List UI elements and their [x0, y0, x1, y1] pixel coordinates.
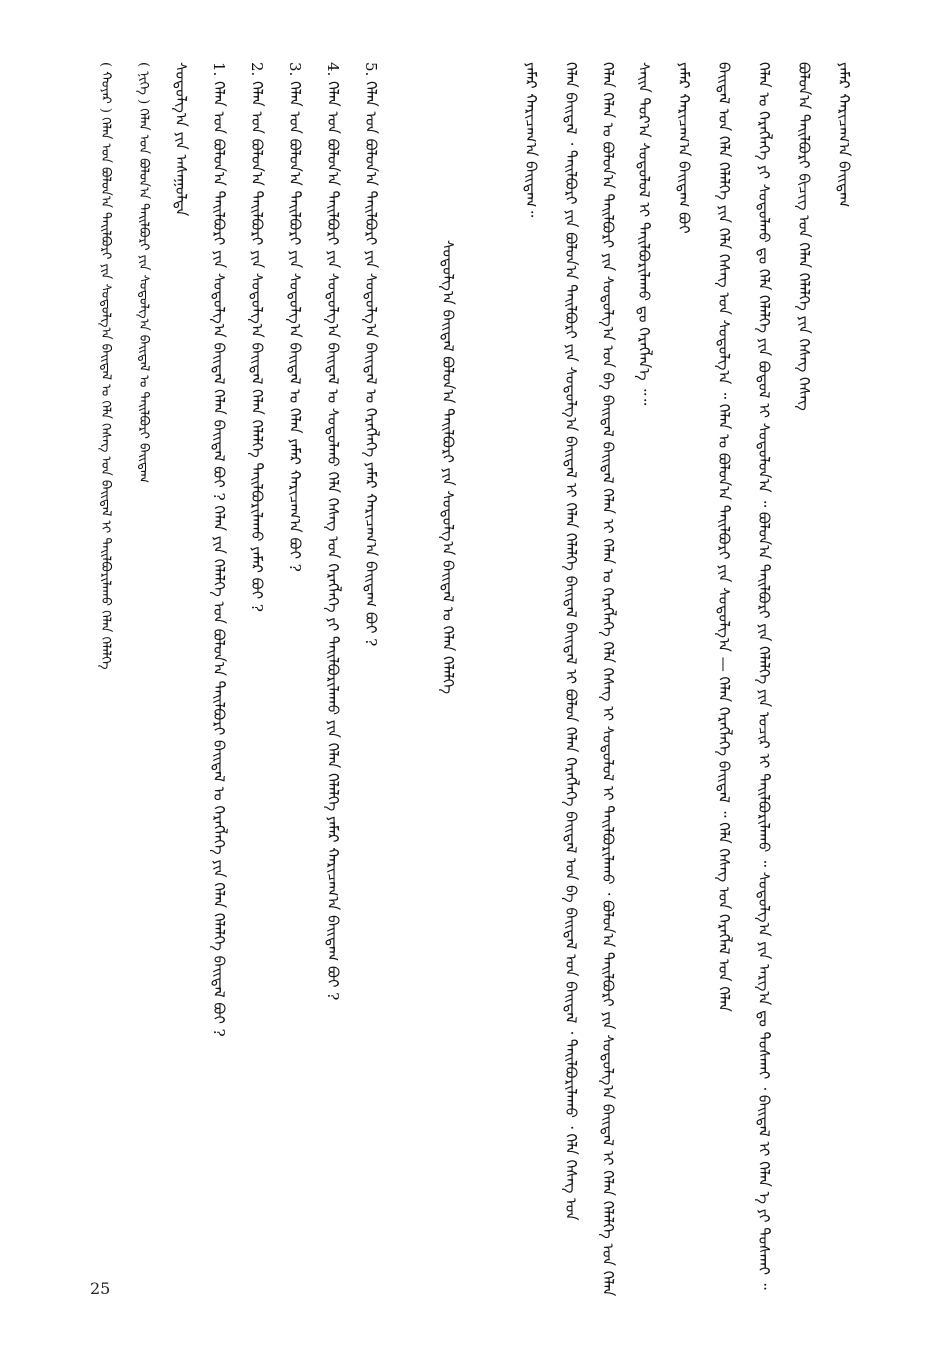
text-column: ᠬᠡᠯᠡᠨ ᠬᠡᠯᠡᠨ ᠤ ᠪᠣᠯᠤᠨ᠎ᠠ ᠲᠠᠢᠯᠪᠤᠷᠢ ᠶᠢᠨ ᠰᠤᠳᠤᠯᠭ᠎ᠠ ᠤᠨ ᠪᠠ ᠪᠠᠢᠳᠠᠯ ᠪᠠᠢᠳᠠᠯ ᠬᠡᠯᠡᠨ ᠢ ᠬᠡᠯᠡᠨ ᠤ ᠬᠡᠷᠡᠭᠯᠡᠭᠡ ᠬᠡᠯᠡ ᠬᠡᠰᠡᠭ ᠢ ᠰᠤᠳᠤᠯᠤᠯ ᠢ ᠲᠠᠢᠯᠪᠤᠷᠢᠯᠠᠬᠤ ᠂ ᠪᠣᠯᠤᠨ᠎ᠠ ᠲᠠᠢᠯᠪᠤᠷᠢ ᠶᠢᠨ ᠰᠤᠳᠤᠯᠭ᠎ᠠ ᠪᠠᠢᠳᠠᠯ ᠢ ᠬᠡᠯᠡᠨ ᠬᠡᠯᠡᠯᠭᠡ ᠤᠨ ᠬᠡᠯᠡᠨ — [599, 62, 617, 1297]
text-column: ᠬᠡᠯᠡᠨ ᠪᠠᠢᠳᠠᠯ ᠂ ᠲᠠᠢᠯᠪᠤᠷᠢ ᠶᠢᠨ ᠪᠣᠯᠤᠨ᠎ᠠ ᠲᠠᠢᠯᠪᠤᠷᠢ ᠶᠢᠨ ᠰᠤᠳᠤᠯᠭ᠎ᠠ ᠪᠠᠢᠳᠠᠯ ᠢ ᠬᠡᠯᠡᠨ ᠬᠡᠯᠡᠯᠭᠡ ᠪᠠᠢᠳᠠᠯ ᠪᠠᠢᠳᠠᠯ ᠢ ᠪᠣᠯᠤᠨ ᠬᠡᠯᠡᠨ ᠬᠡᠷᠡᠭᠯᠡᠭᠡ ᠪᠠᠢᠳᠠᠯ ᠤᠨ ᠪᠠ ᠪᠠᠢᠳᠠᠯ ᠤᠨ ᠪᠠᠢᠳᠠᠯ ᠂ ᠲᠠᠢᠯᠪᠤᠷᠢᠯᠠᠬᠤ ᠂ ᠬᠡᠯᠡ ᠬᠡᠰᠡᠭ ᠤᠨ — [562, 62, 580, 1221]
text-column: ᠪᠣᠯᠤᠨ᠎ᠠ ᠲᠠᠢᠯᠪᠤᠷᠢ ᠪᠢᠴᠢᠭ᠌ ᠤᠨ ᠬᠡᠯᠡᠨ ᠬᠡᠯᠡᠯᠭᠡ ᠶᠢᠨ ᠬᠡᠰᠡᠭ ᠬᠡᠰᠡᠭ — [795, 62, 813, 411]
section-heading: ᠰᠤᠳᠤᠯᠭ᠎ᠠ ᠪᠠᠢᠳᠠᠯ ᠪᠣᠯᠤᠨ᠎ᠠ ᠲᠠᠢᠯᠪᠤᠷᠢ ᠶᠢᠨ ᠰᠤᠳᠤᠯᠭ᠎ᠠ ᠪᠠᠢᠳᠠᠯ ᠤ ᠬᠡᠯᠡᠨ ᠬᠡᠯᠡᠯᠭᠡ — [439, 240, 457, 695]
question-1: 1. ᠬᠡᠯᠡᠨ ᠤᠨ ᠪᠣᠯᠤᠨ᠎ᠠ ᠲᠠᠢᠯᠪᠤᠷᠢ ᠶᠢᠨ ᠰᠤᠳᠤᠯᠭ᠎ᠠ ᠪᠠᠢᠳᠠᠯ ᠬᠡᠯᠡᠨ ᠪᠠᠢᠳᠠᠯ ᠪᠣᠢ ? ᠬᠡᠯᠡᠨ ᠶᠢᠨ ᠬᠡᠯᠡᠯᠭᠡ ᠤᠨ ᠪᠣᠯᠤᠨ᠎ᠠ ᠲᠠᠢᠯᠪᠤᠷᠢ ᠪᠠᠢᠳᠠᠯ ᠤ ᠬᠡᠷᠡᠭᠯᠡᠭᠡ ᠶᠢᠨ ᠬᠡᠯᠡᠨ ᠬᠡᠯᠡᠯᠭᠡ ᠪᠠᠢᠳᠠᠯ ᠪᠣᠢ ? — [210, 62, 228, 1037]
question-3: 3. ᠬᠡᠯᠡᠨ ᠤᠨ ᠪᠣᠯᠤᠨ᠎ᠠ ᠲᠠᠢᠯᠪᠤᠷᠢ ᠶᠢᠨ ᠰᠤᠳᠤᠯᠭ᠎ᠠ ᠪᠠᠢᠳᠠᠯ ᠤ ᠬᠡᠯᠡᠨ ᠶᠠᠮᠠᠷ ᠬᠠᠷᠢᠴᠠᠭ᠎ᠠ ᠪᠣᠢ ? — [286, 62, 304, 572]
reference-line: ( ᠨᠢᠭᠡ ) ᠬᠡᠯᠡᠨ ᠤᠨ ᠪᠣᠯᠤᠨ᠎ᠠ ᠲᠠᠢᠯᠪᠤᠷᠢ ᠶᠢᠨ ᠰᠤᠳᠤᠯᠭ᠎ᠠ ᠪᠠᠢᠳᠠᠯ ᠤ ᠲᠠᠢᠯᠪᠤᠷᠢ ᠪᠠᠢᠳᠠᠭ — [136, 62, 151, 484]
text-column: ᠶᠠᠮᠠᠷ ᠬᠠᠷᠢᠴᠠᠭ᠎ᠠ ᠪᠠᠢᠳᠠᠭ᠃ — [522, 62, 540, 218]
reference-line: ( ᠬᠣᠶᠠᠷ ) ᠬᠡᠯᠡᠨ ᠤᠨ ᠪᠣᠯᠤᠨ᠎ᠠ ᠲᠠᠢᠯᠪᠤᠷᠢ ᠶᠢᠨ ᠰᠤᠳᠤᠯᠭ᠎ᠠ ᠪᠠᠢᠳᠠᠯ ᠤ ᠬᠡᠯᠡ ᠬᠡᠰᠡᠭ ᠤᠨ ᠪᠠᠢᠳᠠᠯ ᠢ ᠲᠠᠢᠯᠪᠤᠷᠢᠯᠠᠬᠤ ᠬᠡᠯᠡᠨ ᠬᠡᠯᠡᠯᠭᠡ — [98, 62, 113, 670]
text-column: ᠪᠠᠢᠳᠠᠯ ᠤᠨ ᠬᠡᠯᠡ ᠬᠡᠯᠡᠯᠭᠡ ᠶᠢᠨ ᠬᠡᠯᠡ ᠬᠡᠰᠡᠭ ᠤᠨ ᠰᠤᠳᠤᠯᠭ᠎ᠠ ᠃ ᠬᠡᠯᠡᠨ ᠤ ᠪᠤᠯᠤᠨ᠎ᠠ ᠲᠠᠢᠯᠪᠤᠷᠢ ᠶᠢᠨ ᠰᠤᠳᠤᠯᠭ᠎ᠠ — ᠬᠡᠯᠡᠨ ᠬᠡᠷᠡᠭᠯᠡᠭᠡ ᠪᠠᠢᠳᠠᠯ ᠃ ᠬᠡᠯᠡ ᠬᠡᠰᠡᠭ ᠤᠨ ᠬᠡᠷᠡᠭᠯᠡᠯ ᠤᠨ ᠬᠡᠯᠡᠨ — [715, 62, 733, 1012]
text-column: ᠬᠡᠯᠡᠨ ᠤ ᠬᠡᠷᠡᠭᠯᠡᠭᠡ ᠶᠢ ᠰᠤᠳᠤᠯᠬᠤ ᠳᠤ ᠬᠡᠯᠡ ᠬᠡᠯᠡᠯᠭᠡ ᠶᠢᠨ ᠪᠤᠳᠤᠯ ᠢ ᠰᠤᠳᠤᠯᠤᠨ᠎ᠠ ᠃ ᠪᠣᠯᠤᠨ᠎ᠠ ᠲᠠᠢᠯᠪᠤᠷᠢ ᠶᠢᠨ ᠬᠡᠯᠡᠯᠭᠡ ᠶᠢᠨ ᠤᠴᠢᠷ ᠢ ᠲᠠᠢᠯᠪᠤᠷᠢᠯᠠᠬᠤ ᠃ ᠰᠤᠳᠤᠯᠭ᠎ᠠ ᠶᠢᠨ ᠠᠷᠭ᠎ᠠ ᠳᠤ ᠲᠤᠰᠬᠠᠢ ᠂ ᠪᠠᠢᠳᠠᠯ ᠢ ᠬᠡᠯᠡᠨ ᠡ ᠶᠢ ᠲᠤᠰᠬᠠᠢ ᠃ — [755, 62, 773, 1290]
text-column: ᠰᠠᠢᠨ ᠳᠤᠷ᠎ᠠ ᠰᠤᠳᠤᠯᠤᠯ ᠢ ᠲᠠᠢᠯᠪᠤᠷᠢᠯᠠᠬᠤ ᠳᠤ ᠬᠡᠷᠡᠭᠯᠡᠨ᠎ᠡ ᠃᠃ — [635, 62, 653, 406]
subheading: ᠰᠤᠳᠤᠯᠭ᠎ᠠ ᠶᠢᠨ ᠠᠰᠠᠭᠤᠯᠲᠠ — [172, 62, 190, 217]
question-5: 5. ᠬᠡᠯᠡᠨ ᠤᠨ ᠪᠣᠯᠤᠨ᠎ᠠ ᠲᠠᠢᠯᠪᠤᠷᠢ ᠶᠢᠨ ᠰᠤᠳᠤᠯᠭ᠎ᠠ ᠪᠠᠢᠳᠠᠯ ᠤ ᠬᠡᠷᠡᠭᠯᠡᠭᠡ ᠶᠠᠮᠠᠷ ᠬᠠᠷᠢᠴᠠᠭ᠎ᠠ ᠪᠠᠢᠳᠠᠭ ᠪᠣᠢ ? — [362, 62, 380, 647]
question-4: 4. ᠬᠡᠯᠡᠨ ᠤᠨ ᠪᠣᠯᠤᠨ᠎ᠠ ᠲᠠᠢᠯᠪᠤᠷᠢ ᠶᠢᠨ ᠰᠤᠳᠤᠯᠭ᠎ᠠ ᠪᠠᠢᠳᠠᠯ ᠤ ᠰᠤᠳᠤᠯᠬᠤ ᠬᠡᠯᠡ ᠬᠡᠰᠡᠭ ᠤᠨ ᠬᠡᠷᠡᠭᠯᠡᠭᠡ ᠶᠢ ᠲᠠᠢᠯᠪᠤᠷᠢᠯᠠᠬᠤ ᠶᠢᠨ ᠬᠡᠯᠡᠨ ᠬᠡᠯᠡᠯᠭᠡ ᠶᠠᠮᠠᠷ ᠬᠠᠷᠢᠴᠠᠭ᠎ᠠ ᠪᠠᠢᠳᠠᠭ ᠪᠣᠢ ? — [324, 62, 342, 1001]
question-2: 2. ᠬᠡᠯᠡᠨ ᠤᠨ ᠪᠣᠯᠤᠨ᠎ᠠ ᠲᠠᠢᠯᠪᠤᠷᠢ ᠶᠢᠨ ᠰᠤᠳᠤᠯᠭ᠎ᠠ ᠪᠠᠢᠳᠠᠯ ᠬᠡᠯᠡᠨ ᠬᠡᠯᠡᠯᠭᠡ ᠲᠠᠢᠯᠪᠤᠷᠢᠯᠠᠬᠤ ᠶᠠᠮᠠᠷ ᠪᠣᠢ ? — [248, 62, 266, 612]
text-column: ᠶᠠᠮᠠᠷ ᠬᠠᠷᠢᠴᠠᠭ᠎ᠠ ᠪᠠᠢᠳᠠᠭ — [835, 62, 853, 208]
text-column: ᠶᠠᠮᠠᠷ ᠬᠠᠷᠢᠴᠠᠭ᠎ᠠ ᠪᠠᠢᠳᠠᠭ ᠪᠣᠢ — [675, 62, 693, 234]
page-number: 25 — [90, 1279, 111, 1298]
